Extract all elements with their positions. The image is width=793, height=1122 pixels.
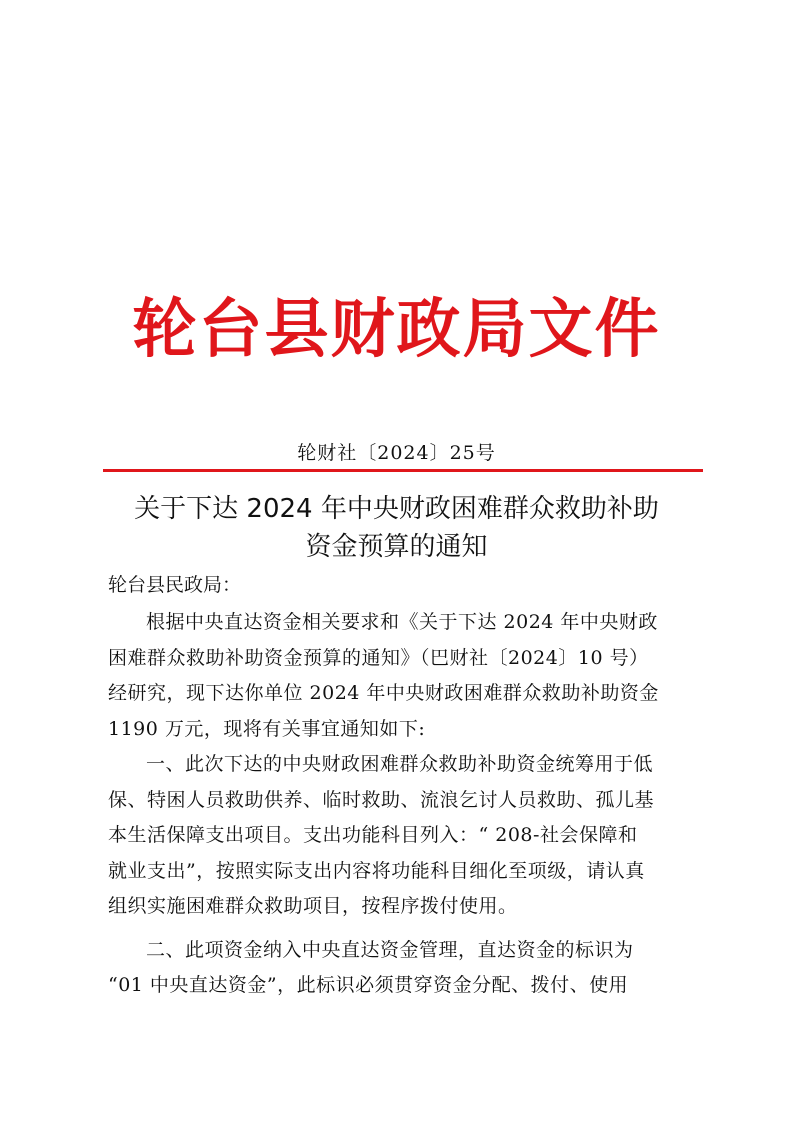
document-title [0,490,793,566]
paragraph-gap [108,925,690,933]
body-line: 经研究，现下达你单位 2024 年中央财政困难群众救助补助资金 [108,682,659,704]
body-line: 根据中央直达资金相关要求和《关于下达 2024 年中央财政 [146,611,658,633]
body-line: 组织实施困难群众救助项目，按程序拨付使用。 [108,895,518,917]
body-line: 本生活保障支出项目。支出功能科目列入：“ 208-社会保障和 [108,824,638,846]
issuer-header: 轮台县财政局文件 [132,292,661,367]
title-line-2: 资金预算的通知 [305,532,488,562]
body-line: 1190 万元，现将有关事宜通知如下: [108,717,426,740]
salutation: 轮台县民政局： [108,574,242,596]
body-line: 保、特困人员救助供养、临时救助、流浪乞讨人员救助、孤儿基 [108,788,655,811]
title-line-1: 关于下达 2024 年中央财政困难群众救助补助 [134,494,659,524]
body-line: 就业支出”，按照实际支出内容将功能科目细化至项级，请认真 [108,859,645,882]
document-body [108,605,690,1004]
body-line: 困难群众救助补助资金预算的通知》（巴财社〔2024〕10 号） [108,646,649,669]
red-divider-line [103,469,703,472]
body-line: 一、此次下达的中央财政困难群众救助补助资金统筹用于低 [146,753,654,775]
document-number: 轮财社〔2024〕25号 [297,442,496,464]
body-line: “01 中央直达资金”，此标识必须贯穿资金分配、拨付、使用 [108,974,629,996]
body-line: 二、此项资金纳入中央直达资金管理，直达资金的标识为 [146,938,634,961]
